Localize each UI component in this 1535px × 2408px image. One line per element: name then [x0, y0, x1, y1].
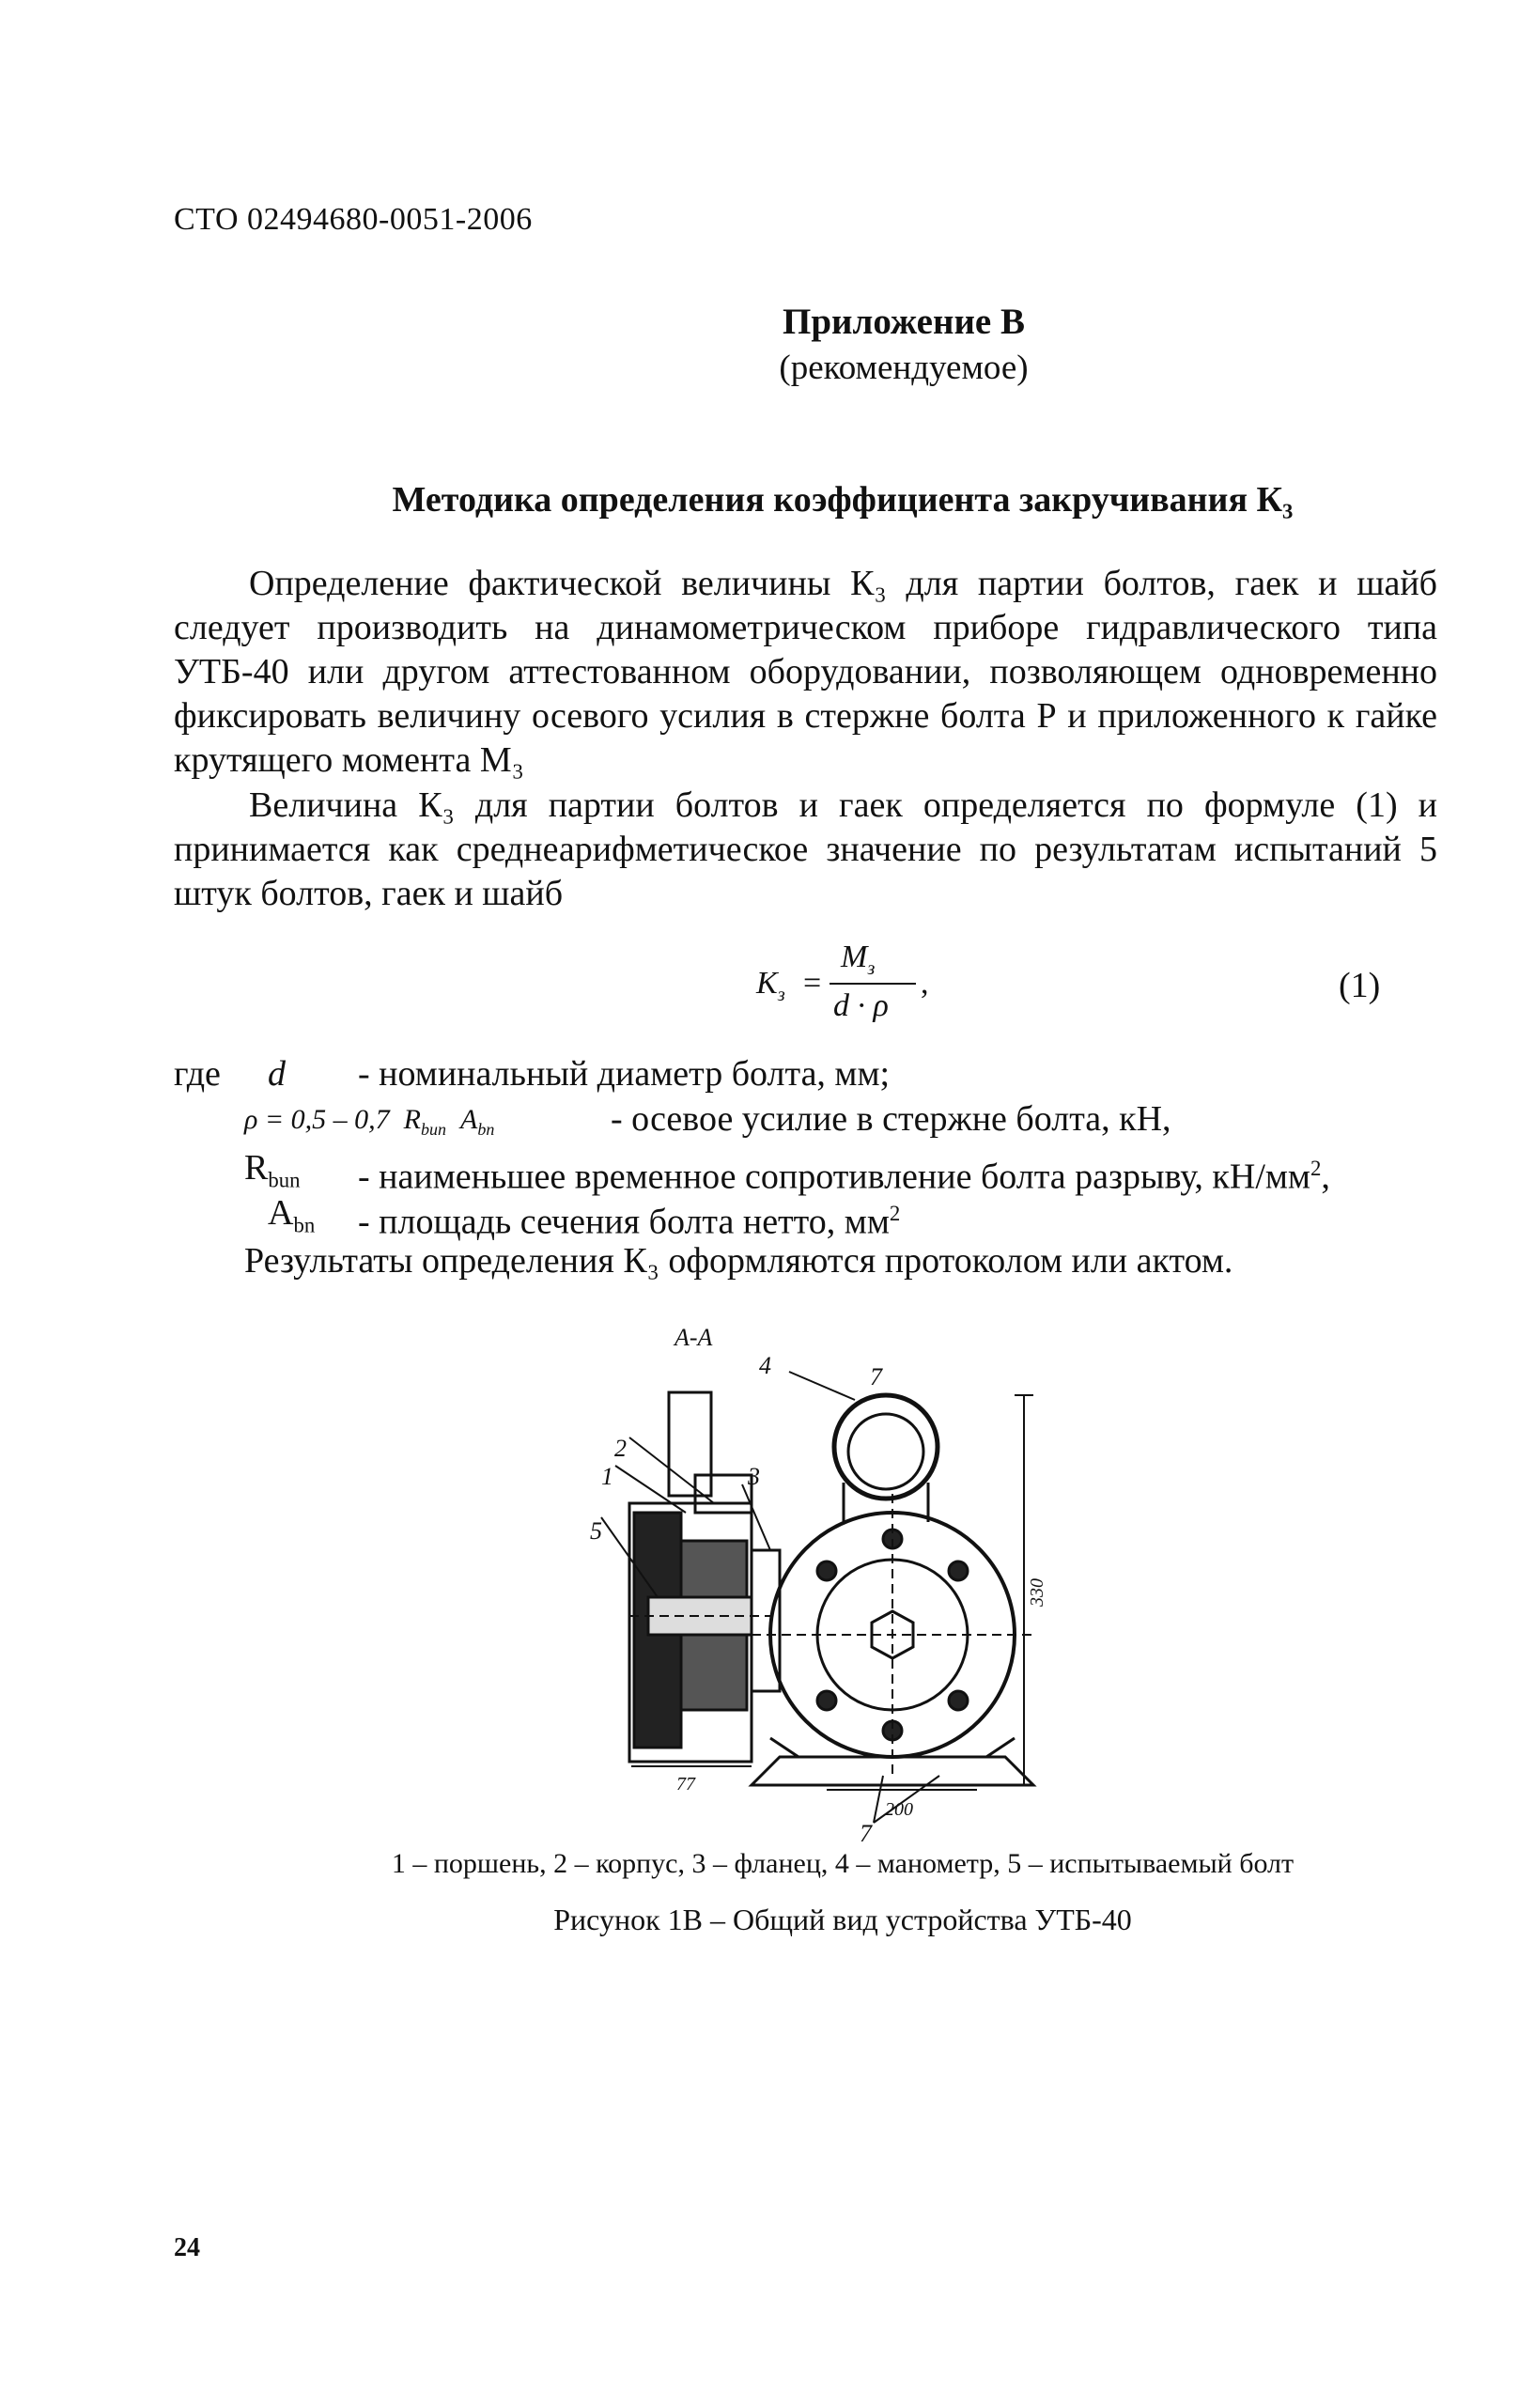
r-definition: - наименьшее временное сопротивление болта разрыву, $кН/мм^2$, [358, 1157, 1330, 1197]
figure-legend: 1 – поршень, 2 – корпус, 3 – фланец, 4 – манометр, 5 – испытываемый болт [391, 1848, 1295, 1879]
d-definition: - номинальный диаметр болта, мм; [358, 1054, 891, 1094]
section-label: А-А [674, 1324, 713, 1351]
figure-caption: Рисунок 1В – Общий вид устройства УТБ-40 [553, 1903, 1132, 1936]
formula-number: (1) [1339, 966, 1381, 1005]
p-definition: - осевое усилие в стержне болта, кН, [611, 1099, 1171, 1139]
label-2: 2 [614, 1435, 627, 1462]
d-symbol: d [268, 1054, 286, 1094]
paragraph-1-text: Определение фактической величины К₃ для партии болтов, гаек и шайб следует производить на динамометрическом приборе гидравлического типа УТБ-40 или другом аттестованном оборудовании, позволяющем одновременно фиксировать величину осевого усилия в стержне болта Р и приложенного к гайке крутящего момента М₃ [174, 564, 1437, 780]
fraction-line [830, 983, 916, 985]
label-7-top: 7 [870, 1363, 882, 1390]
formula-equals: = [803, 966, 822, 1001]
formula-lhs: $K_з$ [756, 966, 785, 1005]
p-symbol: ρ = 0,5 – 0,7 $R_{bun}$ $A_{bn}$ [244, 1104, 495, 1139]
appendix-note: (рекомендуемое) [779, 349, 1029, 387]
r-symbol: $R_{bun}$ [244, 1148, 301, 1192]
section-view [629, 1392, 780, 1766]
formula [756, 940, 982, 1033]
a-definition: - площадь сечения болта нетто, $мм^2$ [358, 1202, 901, 1242]
formula-comma: , [921, 966, 929, 1001]
dimension-200: 200 [885, 1799, 913, 1820]
definitions [174, 1052, 1489, 1240]
dimension-330: 330 [1027, 1578, 1047, 1607]
label-7-bottom: 7 [860, 1820, 872, 1847]
paragraph-2-text: Величина К₃ для партии болтов и гаек определяется по формуле (1) и принимается как среднеарифметическое значение по результатам испытаний 5 штук болтов, гаек и шайб [174, 785, 1437, 913]
label-3: 3 [748, 1463, 760, 1490]
where-label: где [174, 1054, 221, 1094]
paragraph-1 [174, 562, 1437, 783]
document-code: СТО 02494680-0051-2006 [174, 202, 533, 237]
label-4: 4 [759, 1352, 771, 1379]
dimension-base: 77 [676, 1774, 695, 1794]
formula-denominator: d · ρ [833, 988, 889, 1023]
appendix-title: Приложение В [783, 302, 1025, 342]
section-title: Методика определения коэффициента закручивания К₃ [392, 480, 1294, 520]
page-number: 24 [174, 2233, 200, 2262]
formula-numerator: $M_з$ [841, 940, 876, 979]
label-5: 5 [590, 1517, 602, 1545]
device-drawing [545, 1324, 1071, 1847]
label-1: 1 [601, 1463, 613, 1490]
result-sentence: Результаты определения К₃ оформляются протоколом или актом. [244, 1241, 1233, 1281]
paragraph-2 [174, 784, 1437, 916]
a-symbol: $A_{bn}$ [268, 1193, 316, 1237]
